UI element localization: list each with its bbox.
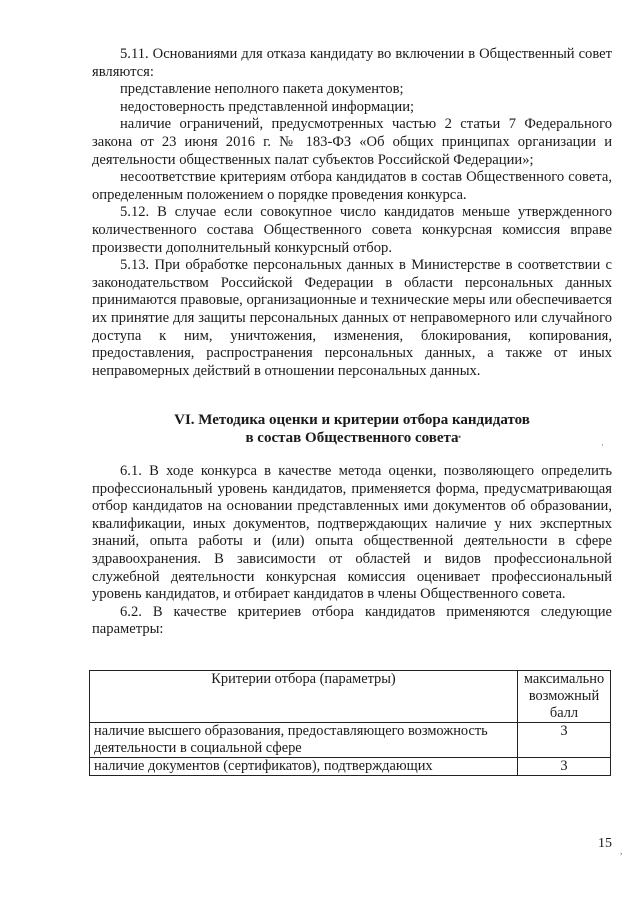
paragraph-5-13: 5.13. При обработке персональных данных в Министерстве в соответствии с законодательством Российской Федерации в области персональных данных принимаются правовые, организационные и технические меры или обеспечивается их принятие для защиты персональных данных от неправомерного или случайного доступа к ним, уничтожения, изменения, блокирования, копирования, предоставления, распространения персональных данных, а также от иных неправомерных действий в отношении персональных данных. [92, 257, 612, 379]
scan-speck: · [601, 440, 604, 450]
table-row [90, 723, 611, 758]
reason-item: несоответствие критериям отбора кандидатов в состав Общественного совета, определенным положением о порядке проведения конкурса. [92, 169, 612, 203]
reason-item: представление неполного пакета документов; [120, 81, 404, 98]
paragraph-5-11: 5.11. Основаниями для отказа кандидату во включении в Общественный совет являются: [92, 46, 612, 80]
score-cell: 3 [518, 758, 611, 776]
reason-item: недостоверность представленной информации; [120, 98, 415, 115]
criterion-cell: наличие документов (сертификатов), подтверждающих [90, 758, 518, 776]
heading-line-1: VI. Методика оценки и критерии отбора кандидатов [174, 412, 530, 428]
paragraph-6-1: 6.1. В ходе конкурса в качестве метода оценки, позволяющего определить профессиональный уровень кандидатов, применяется форма, предусматривающая отбор кандидатов на основании представленных ими документов об образовании, квалификации, иных документов, подтверждающих наличие у них экспертных знаний, опыта работы и (или) опыта общественной деятельности в сфере здравоохранения. В зависимости от областей и видов профессиональной служебной деятельности конкурсная комиссия оценивает профессиональный уровень кандидатов, и отбирает кандидатов в члены Общественного совета. [92, 463, 612, 603]
criterion-cell: наличие высшего образования, предоставляющего возможность деятельности в социальной сфере [90, 723, 518, 758]
section-6-heading [92, 411, 612, 447]
table-header-row [90, 671, 611, 723]
header-criteria: Критерии отбора (параметры) [90, 671, 518, 723]
heading-line-2: в состав Общественного совета [245, 430, 459, 446]
page-number: 15 [598, 836, 612, 851]
criteria-table [89, 670, 611, 776]
paragraph-5-12: 5.12. В случае если совокупное число кандидатов меньше утвержденного количественного состава Общественного совета конкурсная комиссия вправе произвести дополнительный конкурсный отбор. [92, 204, 612, 256]
scan-speck: , [620, 846, 623, 856]
section-5-text [92, 46, 612, 380]
section-6-text [92, 463, 612, 639]
scan-speck: • [458, 432, 462, 442]
header-score: максимально возможный балл [518, 671, 611, 723]
paragraph-6-2: 6.2. В качестве критериев отбора кандидатов применяются следующие параметры: [92, 603, 612, 638]
score-cell: 3 [518, 723, 611, 758]
table-row [90, 758, 611, 776]
reason-item: наличие ограничений, предусмотренных частью 2 статьи 7 Федерального закона от 23 июня 2016 г. № 183-ФЗ «Об общих принципах организации и деятельности общественных палат субъектов Российской Федерации»; [92, 116, 612, 168]
